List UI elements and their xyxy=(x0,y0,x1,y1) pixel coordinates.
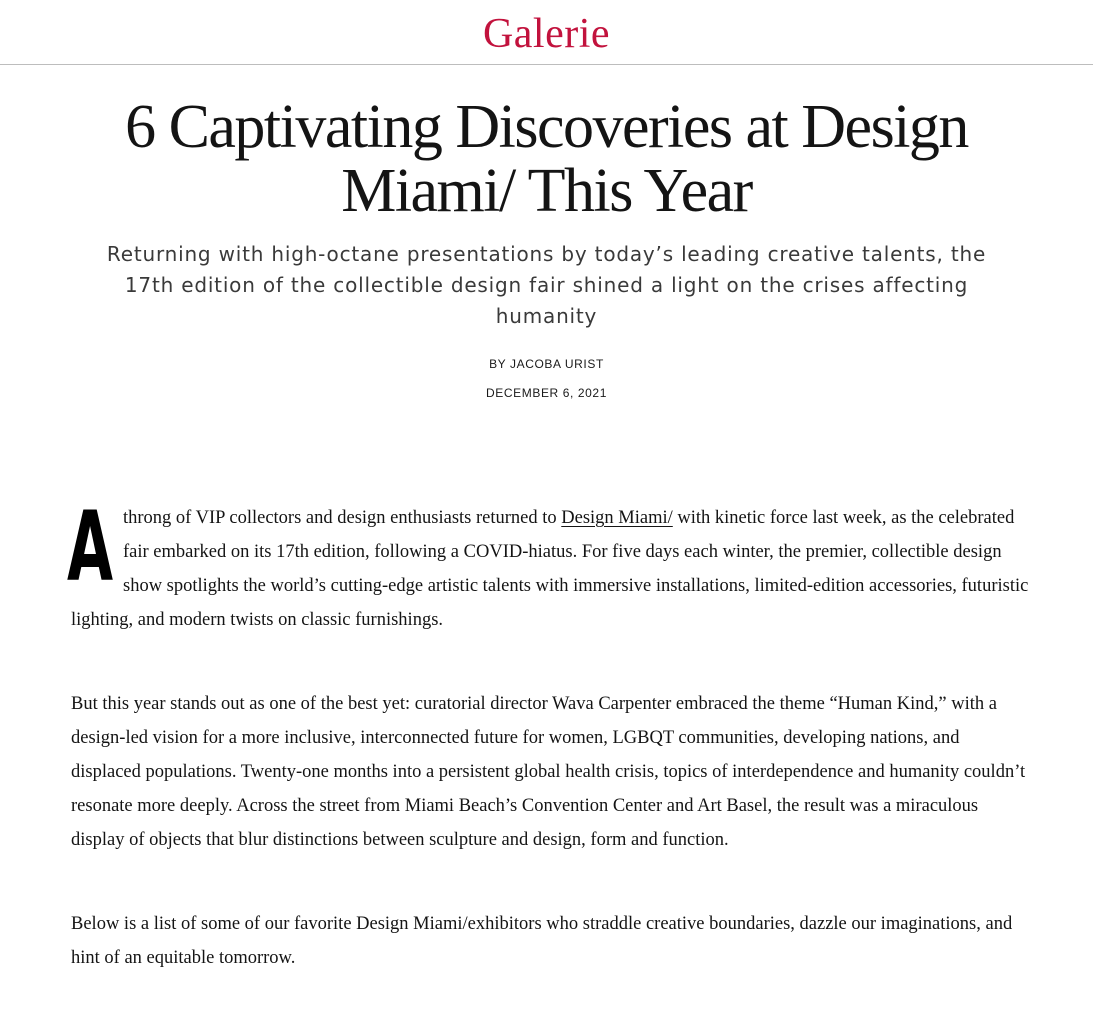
paragraph-1 xyxy=(67,491,1031,637)
paragraph-1-text-start: throng of VIP collectors and design enthusiasts returned to xyxy=(123,508,562,528)
paragraph-2: But this year stands out as one of the best yet: curatorial director Wava Carpenter embraced the theme “Human Kind,” with a design-led vision for a more inclusive, interconnected future for women, LGBQT communities, developing nations, and displaced populations. Twenty-one months into a persistent global health crisis, topics of interdependence and humanity couldn’t resonate more deeply. Across the street from Miami Beach’s Convention Center and Art Basel, the result was a miraculous display of objects that blur distinctions between sculpture and design, form and function. xyxy=(71,694,1026,850)
article-title: 6 Captivating Discoveries at Design Miami/ This Year xyxy=(125,93,968,225)
author-link[interactable]: JACOBA URIST xyxy=(510,357,604,371)
drop-cap: A xyxy=(67,491,114,603)
byline-prefix: BY xyxy=(489,357,507,371)
site-header xyxy=(0,0,1093,65)
publish-date: DECEMBER 6, 2021 xyxy=(486,386,607,400)
article-subtitle: Returning with high-octane presentations by today’s leading creative talents, the 17th edition of the collectible design fair shined a light on the crises affecting humanity xyxy=(106,242,987,328)
design-miami-link[interactable]: Design Miami/ xyxy=(561,508,673,528)
paragraph-3: Below is a list of some of our favorite Design Miami/exhibitors who straddle creative boundaries, dazzle our imaginations, and hint of an equitable tomorrow. xyxy=(71,914,1013,968)
galerie-logo[interactable]: Galerie xyxy=(482,11,611,57)
paragraph-1-text-end: with kinetic force last week, as the celebrated fair embarked on its 17th edition, following a COVID-hiatus. For five days each winter, the premier, collectible design show spotlights the world’s cutting-edge artistic talents with immersive installations, limited-edition accessories, futuristic lighting, and modern twists on classic furnishings. xyxy=(71,508,1029,630)
byline xyxy=(0,356,1093,372)
article-body xyxy=(67,491,1031,1024)
